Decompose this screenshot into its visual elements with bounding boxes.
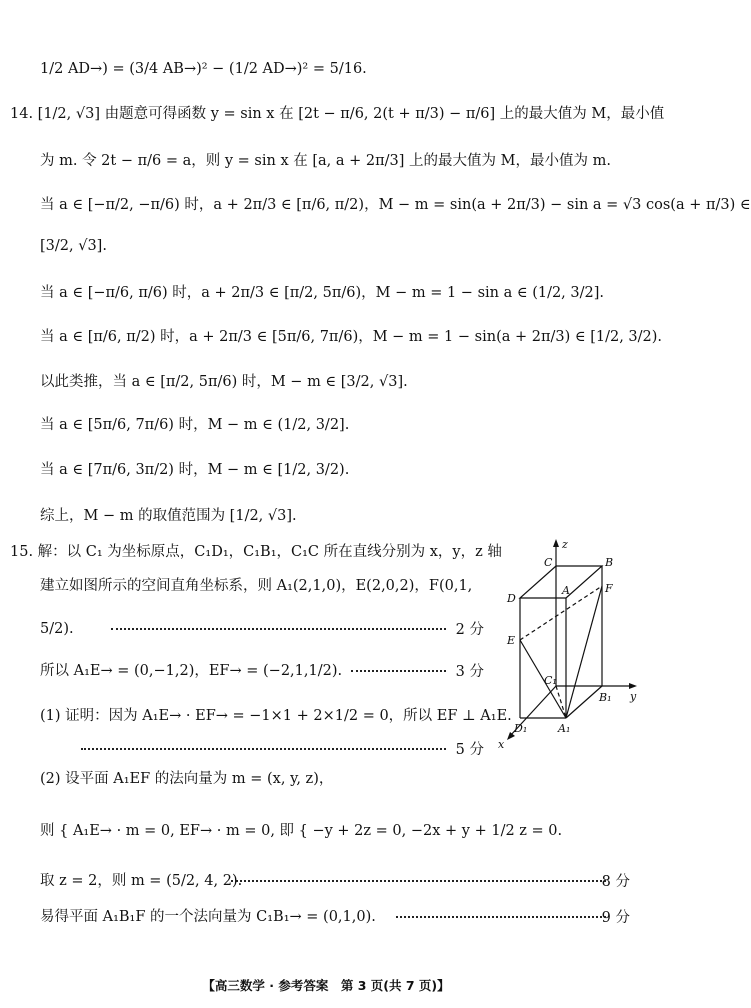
label-a: A (562, 584, 570, 597)
text-line: 当 a ∈ [7π/6, 3π/2) 时，M − m ∈ [1/2, 3/2). (40, 462, 350, 478)
dotted-leader (396, 916, 606, 918)
text-line: 当 a ∈ [−π/2, −π/6) 时，a + 2π/3 ∈ [π/6, π/2)，M − m = sin(a + 2π/3) − sin a = √3 cos(a + π/3) ∈ (40, 197, 751, 213)
label-x: x (498, 738, 505, 751)
label-c: C (544, 556, 553, 569)
label-b: B (605, 556, 614, 569)
cuboid-figure (492, 536, 642, 751)
text-line: 5/2). (40, 621, 74, 637)
edge-a1b1 (566, 686, 602, 718)
score-mark: 9 分 (601, 910, 630, 926)
text-line: 15. 解：以 C₁ 为坐标原点，C₁D₁，C₁B₁，C₁C 所在直线分别为 x，y，z 轴 (10, 544, 502, 560)
score-mark: 5 分 (455, 742, 484, 758)
score-mark: 2 分 (455, 622, 484, 638)
text-line: 所以 A₁E→ = (0,−1,2)，EF→ = (−2,1,1/2). (40, 663, 343, 679)
text-line: 14. [1/2, √3] 由题意可得函数 y = sin x 在 [2t − π/6, 2(t + π/3) − π/6] 上的最大值为 M，最小值 (10, 106, 665, 122)
label-a1: A₁ (558, 722, 571, 735)
segment-ea1 (520, 640, 566, 718)
dotted-leader (231, 880, 606, 882)
text-line: (2) 设平面 A₁EF 的法向量为 m = (x, y, z)， (40, 771, 334, 787)
label-c1: C₁ (544, 674, 557, 687)
text-line: 为 m. 令 2t − π/6 = a，则 y = sin x 在 [a, a + 2π/3] 上的最大值为 M，最小值为 m. (40, 153, 611, 169)
text-line: 易得平面 A₁B₁F 的一个法向量为 C₁B₁→ = (0,1,0). (40, 909, 376, 925)
label-d1: D₁ (514, 722, 528, 735)
text-line: 以此类推，当 a ∈ [π/2, 5π/6) 时，M − m ∈ [3/2, √3]. (40, 374, 408, 390)
text-line: 1/2 AD→) = (3/4 AB→)² − (1/2 AD→)² = 5/16. (40, 61, 367, 77)
segment-a1f (566, 586, 602, 718)
label-b1: B₁ (599, 691, 612, 704)
label-z: z (562, 538, 568, 551)
dotted-leader (111, 628, 446, 630)
dotted-leader (351, 670, 446, 672)
label-d: D (507, 592, 516, 605)
label-f: F (605, 582, 613, 595)
y-arrow-icon (629, 683, 637, 689)
top-face (520, 566, 602, 598)
score-mark: 8 分 (601, 874, 630, 890)
text-line: 则 { A₁E→ · m = 0, EF→ · m = 0, 即 { −y + 2z = 0, −2x + y + 1/2 z = 0. (40, 823, 563, 839)
text-line: 建立如图所示的空间直角坐标系，则 A₁(2,1,0)，E(2,0,2)，F(0,1, (40, 578, 473, 594)
text-line: 当 a ∈ [5π/6, 7π/6) 时，M − m ∈ (1/2, 3/2]. (40, 417, 350, 433)
label-e: E (507, 634, 516, 647)
dotted-leader (81, 748, 446, 750)
segment-c1a1 (556, 686, 566, 718)
label-y: y (630, 690, 637, 703)
text-line: 当 a ∈ [π/6, π/2) 时，a + 2π/3 ∈ [5π/6, 7π/6)，M − m = 1 − sin(a + 2π/3) ∈ [1/2, 3/2). (40, 329, 663, 345)
text-line: 取 z = 2，则 m = (5/2, 4, 2). (40, 873, 243, 889)
text-line: [3/2, √3]. (40, 238, 107, 254)
text-line: 当 a ∈ [−π/6, π/6) 时，a + 2π/3 ∈ [π/2, 5π/6)，M − m = 1 − sin a ∈ (1/2, 3/2]. (40, 285, 605, 301)
page-footer: 【高三数学 · 参考答案 第 3 页(共 7 页)】 (202, 978, 450, 993)
z-arrow-icon (553, 539, 559, 547)
score-mark: 3 分 (455, 664, 484, 680)
text-line: (1) 证明：因为 A₁E→ · EF→ = −1×1 + 2×1/2 = 0，所以 EF ⊥ A₁E. (40, 708, 512, 724)
text-line: 综上，M − m 的取值范围为 [1/2, √3]. (40, 508, 297, 524)
